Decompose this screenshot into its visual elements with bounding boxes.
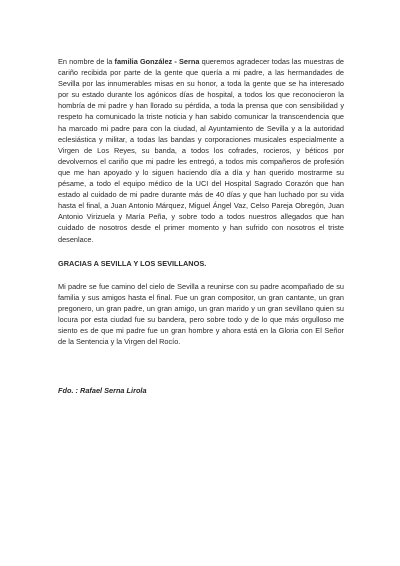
acknowledgement-paragraph	[58, 56, 344, 245]
family-name: familia González - Serna	[114, 57, 200, 66]
paragraph-lead: En nombre de la	[58, 57, 115, 66]
paragraph-text: queremos agradecer todas las muestras de cariño recibida por parte de la gente que quería a mi padre, a las hermandades de Sevilla por las innumerables misas en su honor, a toda la gente que se ha interesado por su estado durante los agónicos días de hospital, a todos los que reconocieron la hombría de mi padre y han llorado su pérdida, a toda la prensa que con sensibilidad y respeto ha comunicado la triste noticia y han sabido comunicar la transcendencia que ha marcado mi padre para con la ciudad, al Ayuntamiento de Sevilla y a la autoridad eclesiástica y militar, a todas las bandas y corporaciones musicales especialmente a Virgen de Los Reyes, su banda, a todos los cofrades, rocieros, y béticos por devolvernos el cariño que mi padre les entregó, a todos mis compañeros de profesión que me han apoyado y lo siguen haciendo día a día y han querido mostrarme su pésame, a todo el equipo médico de la UCI del Hospital Sagrado Corazón que han estado al cuidado de mi padre durante más de 40 días y que han luchado por su vida hasta el final, a Juan Antonio Márquez, Miguel Ángel Vaz, Celso Pareja Obregón, Juan Antonio Virizuela y María Peña, y sobre todo a todos nuestros allegados que han cuidado de nosotros desde el primer momento y han sufrido con nosotros el triste desenlace.	[58, 57, 344, 244]
letter-body	[58, 56, 344, 396]
section-heading: GRACIAS A SEVILLA Y LOS SEVILLANOS.	[58, 258, 207, 268]
tribute-paragraph: Mi padre se fue camino del cielo de Sevilla a reunirse con su padre acompañado de su familia y sus amigos hasta el final. Fue un gran compositor, un gran cantante, un gran pregonero, un gran padre, un gran amigo, un gran marido y un gran sevillano quien su locura por esta ciudad fue su bandera, pero sobre todo y de lo que más orgulloso me siento es de que mi padre fue un gran hombre y ahora está en la Gloria con El Señor de la Sentencia y la Virgen del Rocío.	[58, 281, 344, 347]
signature: Fdo. : Rafael Serna Lirola	[58, 386, 147, 396]
